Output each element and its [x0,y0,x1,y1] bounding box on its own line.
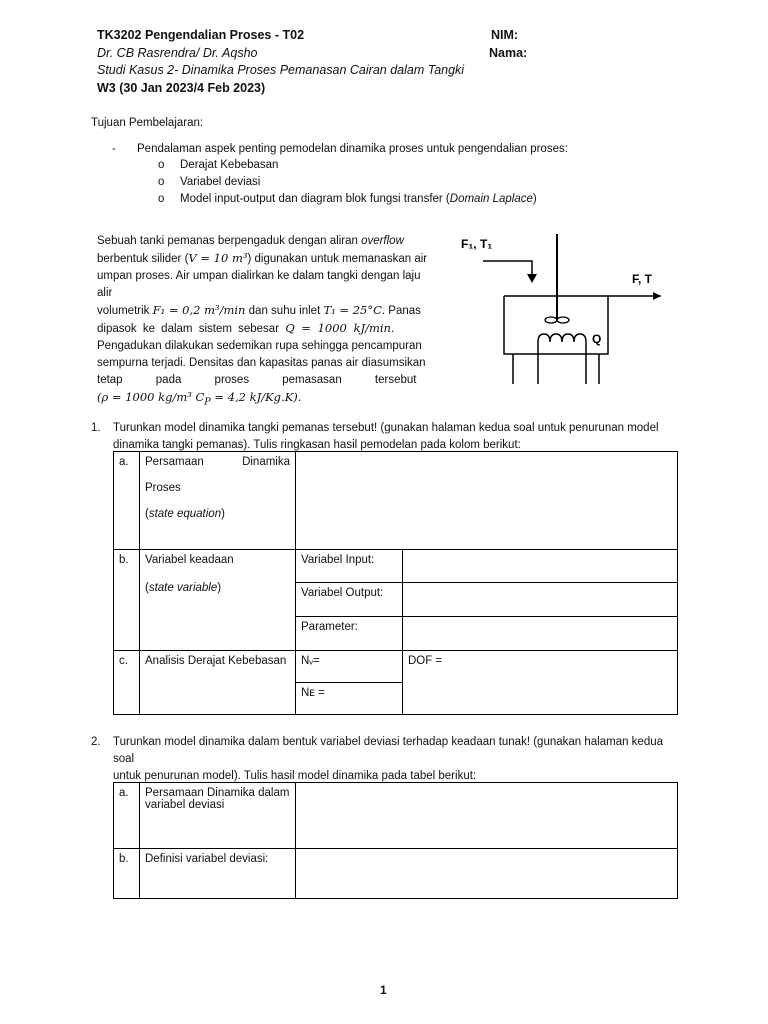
parameter-label: Parameter: [296,617,403,651]
objective-sub-1: Derajat Kebebasan [180,159,279,171]
heated-tank-diagram [455,230,675,390]
output-variable-answer-cell[interactable] [403,583,678,617]
q2-text [113,734,683,785]
table-row [114,849,678,899]
deviation-definition-answer-cell[interactable] [296,849,678,899]
problem-line: (ρ = 1000 kg/m³ $C_P = 4,2$ kJ/Kg.K). [97,390,302,408]
ne-cell[interactable]: Nᴇ = [296,683,403,715]
lecturers: Dr. CB Rasrendra/ Dr. Aqsho [97,46,258,60]
row-label: b. [114,849,140,899]
q2-number: 2. [91,736,101,748]
outlet-label: F, T [632,272,652,286]
deviation-equation-answer-cell[interactable] [296,783,678,849]
row-label: b. [114,550,140,651]
row-label: c. [114,651,140,715]
q2-table [113,782,678,899]
page-number: 1 [380,983,387,997]
dof-cell[interactable]: DOF = [403,651,678,715]
q1-number: 1. [91,422,101,434]
bullet-marker: o [158,193,165,205]
state-equation-label: Persamaan Dinamika Proses (state equation) [140,452,296,550]
week-date: W3 (30 Jan 2023/4 Feb 2023) [97,81,266,95]
heat-label: Q [592,332,602,346]
nim-label: NIM: [491,28,519,42]
problem-line: tetap pada proses pemasasan tersebut [97,374,417,386]
table-row [114,783,678,849]
bullet-marker: o [158,159,165,171]
q1-text [113,420,678,454]
q2-line: untuk penurunan model). Tulis hasil model dinamika pada tabel berikut: [113,770,477,782]
problem-line: Sebuah tanki pemanas berpengaduk dengan aliran overflow [97,235,404,247]
row-label: a. [114,452,140,550]
problem-line: berbentuk silider (V = 10 m³) digunakan untuk memanaskan air [97,251,428,265]
inlet-arrow-icon [527,274,537,283]
input-variable-label: Variabel Input: [296,550,403,583]
q2-line: Turunkan model dinamika dalam bentuk variabel deviasi terhadap keadaan tunak! (gunakan halaman kedua soal [113,736,664,765]
objective-sub-3: Model input-output dan diagram blok fungsi transfer (Domain Laplace) [180,193,537,205]
row-label: a. [114,783,140,849]
problem-line: dipasok ke dalam sistem sebesar Q = 1000 kJ/min. [97,321,395,335]
course-title: TK3202 Pengendalian Proses - T02 [97,28,305,42]
problem-paragraph [97,233,437,410]
inlet-label: F₁, T₁ [461,237,493,251]
bullet-marker: o [158,176,165,188]
problem-line: Pengadukan dilakukan sedemikan rupa sehingga pencampuran [97,340,422,352]
table-row [114,452,678,550]
state-variable-label: Variabel keadaan (state variable) [140,550,296,651]
problem-line: umpan proses. Air umpan dialirkan ke dalam tangki dengan laju alir [97,270,421,299]
case-study-title: Studi Kasus 2- Dinamika Proses Pemanasan Cairan dalam Tangki [97,63,465,77]
output-variable-label: Variabel Output: [296,583,403,617]
deviation-equation-label: Persamaan Dinamika dalam variabel deviasi [140,783,296,849]
q1-line: dinamika tangki pemanas). Tulis ringkasan hasil pemodelan pada kolom berikut: [113,439,521,451]
impeller-blade [545,317,557,323]
inlet-pipe [483,261,532,276]
nama-label: Nama: [489,46,528,60]
objective-main: Pendalaman aspek penting pemodelan dinamika proses untuk pengendalian proses: [137,143,568,155]
parameter-answer-cell[interactable] [403,617,678,651]
impeller-blade [557,317,569,323]
objectives-title: Tujuan Pembelajaran: [91,117,204,129]
table-row [114,550,678,583]
q1-line: Turunkan model dinamika tangki pemanas tersebut! (gunakan halaman kedua soal untuk penurunan model [113,422,659,434]
problem-line: sempurna terjadi. Densitas dan kapasitas panas air diasumsikan [97,357,426,369]
objective-sub-2: Variabel deviasi [180,176,261,188]
input-variable-answer-cell[interactable] [403,550,678,583]
table-row [114,651,678,683]
q1-table [113,451,678,715]
deviation-definition-label: Definisi variabel deviasi: [140,849,296,899]
dof-analysis-label: Analisis Derajat Kebebasan [140,651,296,715]
nv-cell[interactable]: Nᵥ= [296,651,403,683]
state-equation-answer-cell[interactable] [296,452,678,550]
problem-line: volumetrik F₁ = 0,2 m³/min dan suhu inlet T₁ = 25°C. Panas [97,303,421,317]
heating-coil [538,334,586,384]
outlet-arrow-icon [653,292,661,300]
objective-dash: - [112,143,116,155]
